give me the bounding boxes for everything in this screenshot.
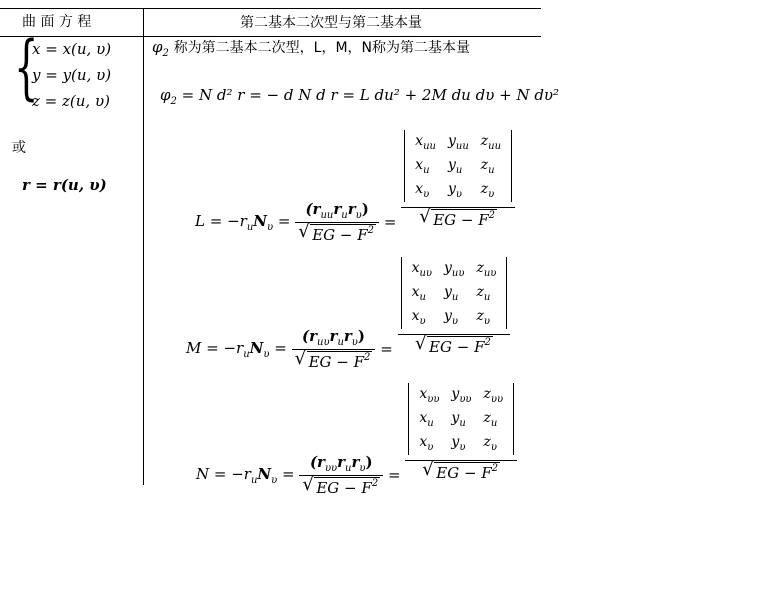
determinant-row xyxy=(409,154,507,178)
determinant-cell: $y_u$ xyxy=(447,156,463,176)
determinant-cell: $x_{uu}$ xyxy=(415,132,436,152)
header-surface-equation: 曲 面 方 程 xyxy=(22,14,92,30)
formula-M-det-frac: $x_{u\upsilon}$ $y_{u\upsilon}$ $z_{u\upsilon}$ $x_u$ $y_u$ $z_u$ $x_\upsilon$ $y_\upsilon$ $z_\upsilon$ √ EG − $F^2$ xyxy=(398,257,511,356)
phi2-equation: $\varphi_2 = N$ d² r = − d N d r = L du² + 2M du dυ + N dυ² xyxy=(160,86,560,107)
determinant-cell: $y_u$ xyxy=(451,409,466,429)
determinant-row xyxy=(409,178,507,202)
formula-M-frac: $(r_{u\upsilon}r_ur_\upsilon)$ √ EG − $F^2$ xyxy=(292,327,376,371)
formula-M-lhs: $M = -r_uN_\upsilon$ = xyxy=(186,338,287,360)
formula-L: $L = -r_uN_\upsilon$ = $(r_{uu}r_ur_\upsilon)$ √ EG − $F^2$ = $x_{uu}$ $y_{uu}$ $z_{uu}$ $x_u$ $y_u$ $z_u$ $x_\upsilon$ $y_\upsilon$ $z_\upsilon$ √ EG − $F^2$ xyxy=(195,130,515,244)
determinant-row xyxy=(409,130,507,154)
determinant-cell: $x_{u\upsilon}$ xyxy=(411,259,432,279)
formula-N-det-frac: $x_{\upsilon\upsilon}$ $y_{\upsilon\upsilon}$ $z_{\upsilon\upsilon}$ $x_u$ $y_u$ $z_u$ $x_\upsilon$ $y_\upsilon$ $z_\upsilon$ √ EG − $F^2$ xyxy=(405,383,517,482)
phi2-description: $\varphi_2$ 称为第二基本二次型，L，M，N称为第二基本量 xyxy=(152,38,471,59)
param-eq-y: y = y(u, υ) xyxy=(32,66,112,84)
or-label: 或 xyxy=(12,140,26,156)
determinant-row xyxy=(406,281,503,305)
param-eq-x: x = x(u, υ) xyxy=(32,40,112,58)
formula-M: $M = -r_uN_\upsilon$ = $(r_{u\upsilon}r_ur_\upsilon)$ √ EG − $F^2$ = $x_{u\upsilon}$ $y_{u\upsilon}$ $z_{u\upsilon}$ $x_u$ $y_u$ $z_u$ $x_\upsilon$ $y_\upsilon$ $z_\upsilon$ √ EG − $F^2$ xyxy=(186,257,510,371)
formula-L-det-frac: $x_{uu}$ $y_{uu}$ $z_{uu}$ $x_u$ $y_u$ $z_u$ $x_\upsilon$ $y_\upsilon$ $z_\upsilon$ √ EG − $F^2$ xyxy=(401,130,515,229)
determinant-cell: $x_u$ xyxy=(415,156,430,176)
determinant-cell: $x_u$ xyxy=(411,283,426,303)
formula-L-frac: $(r_{uu}r_ur_\upsilon)$ √ EG − $F^2$ xyxy=(295,200,379,244)
determinant-row xyxy=(406,305,503,329)
determinant-cell: $x_\upsilon$ xyxy=(415,180,430,200)
determinant-cell: $y_{uu}$ xyxy=(447,132,469,152)
determinant-row xyxy=(413,431,509,455)
determinant-cell: $z_{u\upsilon}$ xyxy=(476,259,497,279)
formula-L-lhs: $L = -r_uN_\upsilon$ = xyxy=(195,211,291,233)
determinant-cell: $y_\upsilon$ xyxy=(447,180,462,200)
left-brace: { xyxy=(14,26,39,108)
determinant-cell: $x_u$ xyxy=(419,409,434,429)
determinant-M xyxy=(401,257,508,329)
determinant-cell: $y_u$ xyxy=(444,283,459,303)
determinant-cell: $x_\upsilon$ xyxy=(419,433,434,453)
determinant-cell: $z_u$ xyxy=(476,283,491,303)
determinant-L xyxy=(404,130,512,202)
determinant-cell: $y_\upsilon$ xyxy=(451,433,466,453)
header-second-fundamental-form: 第二基本二次型与第二基本量 xyxy=(240,15,422,31)
determinant-cell: $z_{uu}$ xyxy=(480,132,502,152)
determinant-cell: $z_\upsilon$ xyxy=(476,307,490,327)
determinant-cell: $z_\upsilon$ xyxy=(480,180,495,200)
determinant-row xyxy=(413,407,509,431)
table-top-rule xyxy=(0,8,541,9)
determinant-cell: $z_{\upsilon\upsilon}$ xyxy=(483,385,504,405)
determinant-row xyxy=(413,383,509,407)
determinant-cell: $y_{u\upsilon}$ xyxy=(444,259,465,279)
formula-N-lhs: $N = -r_uN_\upsilon$ = xyxy=(196,464,295,486)
determinant-cell: $z_u$ xyxy=(483,409,498,429)
determinant-cell: $y_{\upsilon\upsilon}$ xyxy=(451,385,472,405)
table-column-divider xyxy=(143,8,144,485)
formula-N: $N = -r_uN_\upsilon$ = $(r_{\upsilon\upsilon}r_ur_\upsilon)$ √ EG − $F^2$ = $x_{\upsilon\upsilon}$ $y_{\upsilon\upsilon}$ $z_{\upsilon\upsilon}$ $x_u$ $y_u$ $z_u$ $x_\upsilon$ $y_\upsilon$ $z_\upsilon$ √ EG − $F^2$ xyxy=(196,383,517,497)
determinant-cell: $z_\upsilon$ xyxy=(483,433,497,453)
determinant-cell: $x_\upsilon$ xyxy=(411,307,426,327)
vector-eq-r: r = r(u, υ) xyxy=(22,176,107,194)
determinant-cell: $z_u$ xyxy=(480,156,495,176)
formula-N-frac: $(r_{\upsilon\upsilon}r_ur_\upsilon)$ √ EG − $F^2$ xyxy=(299,453,383,497)
determinant-N xyxy=(408,383,514,455)
determinant-cell: $y_\upsilon$ xyxy=(444,307,459,327)
param-eq-z: z = z(u, υ) xyxy=(32,92,110,110)
determinant-row xyxy=(406,257,503,281)
determinant-cell: $x_{\upsilon\upsilon}$ xyxy=(419,385,440,405)
